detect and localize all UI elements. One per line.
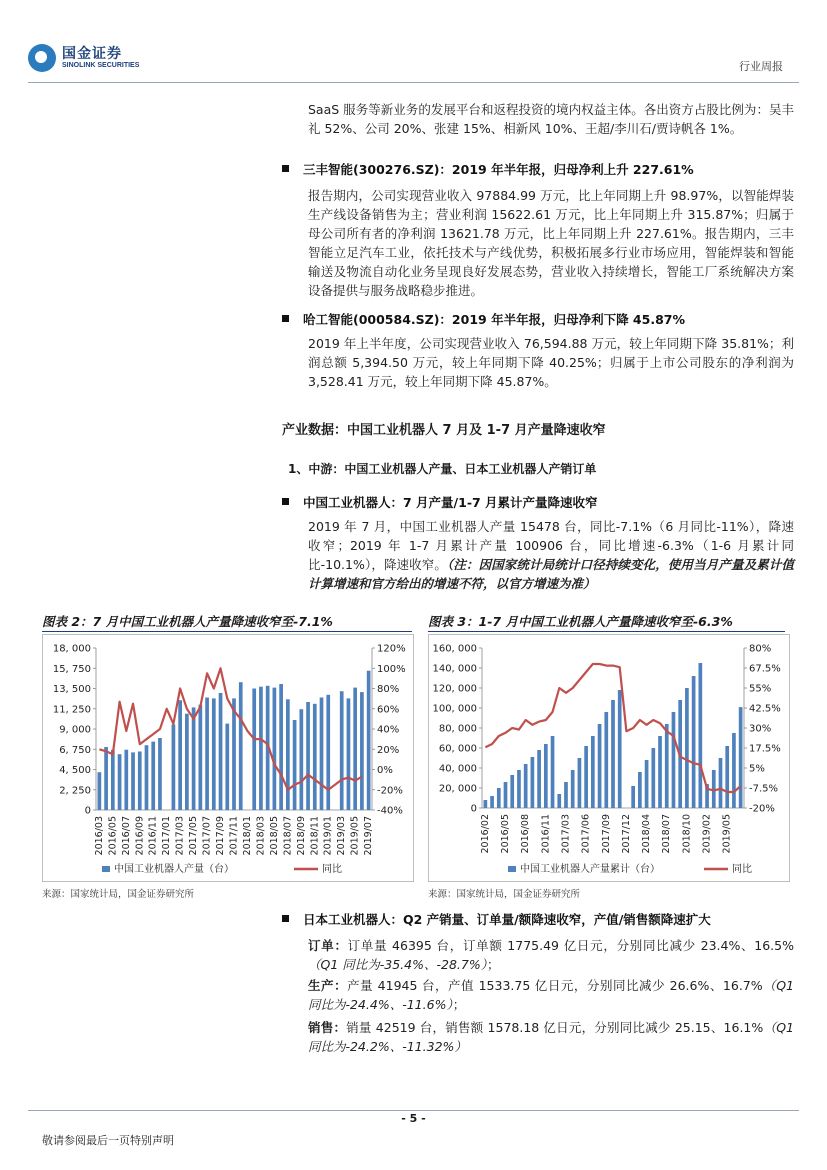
x-tick-label: 2019/01 xyxy=(322,816,334,856)
jp-robot-heading xyxy=(282,910,711,928)
figure2-title: 图表 2：7 月中国工业机器人产量降速收窄至-7.1% xyxy=(42,610,412,632)
x-tick-label: 2016/02 xyxy=(479,814,491,854)
jp-robot-title: 日本工业机器人：Q2 产销量、订单量/额降速收窄，产值/销售额降速扩大 xyxy=(303,912,711,927)
x-tick-label: 2017/03 xyxy=(174,816,186,856)
bar-2018/05 xyxy=(651,748,655,808)
bar-2016/03 xyxy=(98,772,102,810)
left-axis-label: 100, 000 xyxy=(432,703,477,715)
bullet-square-icon xyxy=(282,165,289,172)
bar-2019/07 xyxy=(367,671,371,810)
left-axis-label: 80, 000 xyxy=(438,723,477,735)
right-axis-label: -20% xyxy=(749,803,775,815)
x-tick-label: 2018/07 xyxy=(282,816,294,856)
cn-robot-body xyxy=(308,517,794,593)
bar-2016/08 xyxy=(524,764,528,808)
bar-2016/07 xyxy=(124,750,128,810)
right-axis-label: -20% xyxy=(377,785,403,797)
bar-2017/09 xyxy=(604,712,608,808)
bar-2017/08 xyxy=(598,724,602,808)
bar-2019/04 xyxy=(719,758,723,808)
bar-2016/08 xyxy=(131,752,135,810)
x-tick-label: 2017/11 xyxy=(228,816,240,856)
report-type: 行业周报 xyxy=(739,60,783,73)
footer-divider xyxy=(28,1110,799,1111)
bar-2017/05 xyxy=(192,707,196,810)
bar-2018/05 xyxy=(273,688,277,810)
bar-2017/09 xyxy=(219,693,223,810)
bar-2018/08 xyxy=(293,720,297,810)
left-axis-label: 160, 000 xyxy=(432,643,477,655)
bar-2016/09 xyxy=(138,752,142,811)
bar-2018/11 xyxy=(313,704,317,810)
company1-heading xyxy=(282,160,694,178)
left-axis-label: 120, 000 xyxy=(432,683,477,695)
legend-bar-label: 中国工业机器人产量（台） xyxy=(114,864,234,875)
x-tick-label: 2018/10 xyxy=(681,814,693,854)
left-axis-label: 140, 000 xyxy=(432,663,477,675)
x-tick-label: 2017/12 xyxy=(620,814,632,854)
x-tick-label: 2018/04 xyxy=(641,814,653,854)
bar-2017/08 xyxy=(212,698,216,810)
right-axis-label: 30% xyxy=(749,723,772,735)
left-axis-label: 9, 000 xyxy=(59,724,91,736)
cn-robot-title: 中国工业机器人：7 月产量/1-7 月累计产量降速收窄 xyxy=(303,495,598,510)
page-number: - 5 - xyxy=(401,1112,426,1125)
left-axis-label: 0 xyxy=(84,805,91,817)
jp-orders-end: ； xyxy=(486,957,500,972)
jp-sales-note: （Q1 同比为-24.2%、-11.32%） xyxy=(308,1020,794,1054)
x-tick-label: 2016/07 xyxy=(120,816,132,856)
jp-prod-para xyxy=(308,976,794,1014)
bar-2017/02 xyxy=(557,794,561,808)
bar-2017/03 xyxy=(178,700,182,810)
legend-line-label: 同比 xyxy=(322,864,342,875)
x-tick-label: 2018/09 xyxy=(295,816,307,856)
bar-2016/11 xyxy=(544,744,548,808)
bullet-square-icon xyxy=(282,915,289,922)
bar-2019/07 xyxy=(739,707,743,808)
legend-bar-swatch xyxy=(102,866,110,872)
right-axis-label: -7.5% xyxy=(749,783,779,795)
figure2-source: 来源：国家统计局，国金证券研究所 xyxy=(42,889,195,900)
bar-2018/07 xyxy=(286,699,290,810)
right-axis-label: 67.5% xyxy=(749,663,781,675)
bar-2017/10 xyxy=(225,724,229,810)
left-axis-label: 20, 000 xyxy=(438,783,477,795)
left-axis-label: 6, 750 xyxy=(59,744,91,756)
bar-2018/12 xyxy=(698,663,702,808)
bar-2018/08 xyxy=(672,712,676,808)
x-tick-label: 2017/03 xyxy=(560,814,572,854)
right-axis-label: 17.5% xyxy=(749,743,781,755)
bar-2019/05 xyxy=(353,688,357,810)
left-axis-label: 13, 500 xyxy=(52,684,91,695)
jp-prod-label: 生产： xyxy=(308,978,348,993)
left-axis-label: 11, 250 xyxy=(52,704,91,716)
bar-2017/06 xyxy=(584,746,588,808)
bar-2017/07 xyxy=(591,736,595,808)
bar-2018/03 xyxy=(259,687,263,810)
x-tick-label: 2018/07 xyxy=(661,814,673,854)
bar-2019/03 xyxy=(340,691,344,810)
figure3-title: 图表 3：1-7 月中国工业机器人产量降速收窄至-6.3% xyxy=(428,610,785,632)
jp-sales-label: 销售： xyxy=(308,1020,347,1035)
x-tick-label: 2018/11 xyxy=(309,816,321,856)
bar-2018/12 xyxy=(320,698,324,811)
company-logo xyxy=(28,44,158,78)
x-tick-label: 2019/02 xyxy=(701,814,713,854)
left-axis-label: 40, 000 xyxy=(438,763,477,775)
company2-body: 2019 年上半年度，公司实现营业收入 76,594.88 万元，较上年同期下降 35.81%；利润总额 5,394.50 万元，较上年同期下降 40.25%；归属于上市公司股东的净利润为 3,528.41 万元，较上年同期下降 45.87%。 xyxy=(308,336,794,389)
sub-title: 1、中游：中国工业机器人产量、日本工业机器人产销订单 xyxy=(288,462,597,476)
bar-2016/10 xyxy=(537,750,541,808)
bar-2019/05 xyxy=(725,746,729,808)
x-tick-label: 2016/05 xyxy=(500,814,512,854)
x-tick-label: 2017/09 xyxy=(600,814,612,854)
bar-2018/06 xyxy=(279,684,283,810)
bar-2016/11 xyxy=(151,742,155,810)
right-axis-label: 42.5% xyxy=(749,703,781,715)
x-tick-label: 2016/11 xyxy=(540,814,552,854)
bar-2016/04 xyxy=(497,788,501,808)
bullet-square-icon xyxy=(282,315,289,322)
right-axis-label: 40% xyxy=(377,724,400,736)
x-tick-label: 2018/05 xyxy=(268,816,280,856)
left-axis-label: 0 xyxy=(470,803,477,815)
legend-line-label: 同比 xyxy=(732,864,752,875)
bar-2016/06 xyxy=(118,754,122,810)
left-axis-label: 15, 750 xyxy=(52,663,91,675)
right-axis-label: 55% xyxy=(749,683,772,695)
bar-2016/06 xyxy=(510,775,514,808)
right-axis-label: 60% xyxy=(377,704,400,716)
bar-2016/03 xyxy=(490,796,494,808)
bar-2018/10 xyxy=(306,702,310,810)
right-axis-label: 80% xyxy=(377,684,400,695)
legend-bar-swatch xyxy=(508,866,516,872)
x-tick-label: 2016/03 xyxy=(93,816,105,856)
bar-2017/04 xyxy=(185,714,189,810)
company2-heading xyxy=(282,310,685,328)
bar-2017/10 xyxy=(611,700,615,808)
bar-2019/06 xyxy=(360,692,364,810)
bar-2017/12 xyxy=(239,682,243,810)
bar-2018/09 xyxy=(299,709,303,810)
x-tick-label: 2019/05 xyxy=(349,816,361,856)
bar-2019/06 xyxy=(732,733,736,808)
bar-2017/11 xyxy=(232,698,236,810)
bar-2018/10 xyxy=(685,688,689,808)
x-tick-label: 2017/05 xyxy=(188,816,200,856)
legend-bar-label: 中国工业机器人产量累计（台） xyxy=(520,864,660,875)
left-axis-label: 18, 000 xyxy=(52,643,91,655)
bar-2018/06 xyxy=(658,736,662,808)
right-axis-label: 80% xyxy=(749,643,772,655)
right-axis-label: -40% xyxy=(377,805,403,817)
jp-prod-end: ； xyxy=(452,997,466,1012)
bar-2016/12 xyxy=(551,736,555,808)
company1-title: 三丰智能(300276.SZ)：2019 年半年报，归母净利上升 227.61% xyxy=(303,162,694,177)
cn-robot-text: 2019 年 7 月，中国工业机器人产量 15478 台，同比-7.1%（6 月同比-11%），降速收窄；2019 年 1-7 月累计产量 100906 台，同比增速-6.3%（1-6 月累计同比-10.1%），降速收窄。 xyxy=(308,519,794,572)
x-tick-label: 2017/07 xyxy=(201,816,213,856)
logo-en-text: SINOLINK SECURITIES xyxy=(62,62,140,69)
x-tick-label: 2017/06 xyxy=(580,814,592,854)
intro-paragraph: SaaS 服务等新业务的发展平台和返程投资的境内权益主体。各出资方占股比例为：吴丰礼 52%、公司 20%、张建 15%、相新风 10%、王超/李川石/贾诗帆各 1%。 xyxy=(308,102,794,136)
figure2-chart xyxy=(42,634,414,882)
bar-2018/02 xyxy=(631,786,635,808)
x-tick-label: 2016/11 xyxy=(147,816,159,856)
right-axis-label: 0% xyxy=(377,765,393,776)
bar-2016/02 xyxy=(484,800,488,808)
bar-2017/06 xyxy=(198,705,202,810)
jp-orders-label: 订单： xyxy=(308,938,348,953)
jp-prod-note: （Q1 同比为-24.4%、-11.6%） xyxy=(308,978,794,1012)
jp-sales-text: 销量 42519 台，销售额 1578.18 亿日元，分别同比减少 25.15、16.1% xyxy=(346,1020,764,1035)
bar-2016/10 xyxy=(145,745,149,810)
x-tick-label: 2017/01 xyxy=(161,816,173,856)
bar-2017/03 xyxy=(564,782,568,808)
logo-mark-icon xyxy=(28,44,56,72)
left-axis-label: 2, 250 xyxy=(59,785,91,797)
bar-2019/04 xyxy=(347,698,351,810)
cn-robot-note: （注：因国家统计局统计口径持续变化，使用当月产量及累计值计算增速和官方给出的增速不符，以官方增速为准） xyxy=(308,557,794,591)
cn-robot-heading xyxy=(282,493,598,511)
bar-2016/07 xyxy=(517,770,521,808)
bar-2019/01 xyxy=(326,695,330,810)
section-title: 产业数据：中国工业机器人 7 月及 1-7 月产量降速收窄 xyxy=(282,423,606,438)
x-tick-label: 2019/05 xyxy=(721,814,733,854)
bar-2017/04 xyxy=(571,770,575,808)
bar-2018/07 xyxy=(665,724,669,808)
bar-2018/04 xyxy=(645,760,649,808)
bar-2016/12 xyxy=(158,738,162,810)
bar-2018/11 xyxy=(692,676,696,808)
x-tick-label: 2019/07 xyxy=(363,816,375,856)
right-axis-label: 20% xyxy=(377,744,400,756)
bar-2017/05 xyxy=(578,758,582,808)
x-tick-label: 2019/03 xyxy=(336,816,348,856)
bullet-square-icon xyxy=(282,498,289,505)
logo-cn-text: 国金证券 xyxy=(62,46,122,62)
right-axis-label: 100% xyxy=(377,663,406,675)
figure3-source: 来源：国家统计局，国金证券研究所 xyxy=(428,889,581,900)
jp-prod-text: 产量 41945 台，产值 1533.75 亿日元，分别同比减少 26.6%、16.7% xyxy=(347,978,763,993)
x-tick-label: 2016/09 xyxy=(134,816,146,856)
right-axis-label: 120% xyxy=(377,643,406,655)
right-axis-label: 5% xyxy=(749,763,765,775)
x-tick-label: 2018/03 xyxy=(255,816,267,856)
bar-2016/04 xyxy=(104,747,108,810)
left-axis-label: 60, 000 xyxy=(438,743,477,755)
figure3-chart xyxy=(428,634,790,882)
jp-orders-text: 订单量 46395 台，订单额 1775.49 亿日元，分别同比减少 23.4%、16.5% xyxy=(347,938,794,953)
bar-2017/11 xyxy=(618,690,622,808)
bar-2016/05 xyxy=(504,782,508,808)
bar-2018/02 xyxy=(252,689,256,811)
header-divider xyxy=(28,82,799,83)
bar-2018/03 xyxy=(638,772,642,808)
jp-orders-para xyxy=(308,936,794,974)
left-axis-label: 4, 500 xyxy=(59,765,91,776)
bar-2017/02 xyxy=(172,725,176,811)
x-tick-label: 2017/09 xyxy=(215,816,227,856)
bar-2016/09 xyxy=(531,757,535,808)
jp-orders-note: （Q1 同比为-35.4%、-28.7%） xyxy=(308,957,487,972)
jp-sales-para xyxy=(308,1018,794,1056)
company2-title: 哈工智能(000584.SZ)：2019 年半年报，归母净利下降 45.87% xyxy=(303,312,685,327)
x-tick-label: 2016/08 xyxy=(520,814,532,854)
company1-body: 报告期内，公司实现营业收入 97884.99 万元，比上年同期上升 98.97%，以智能焊装生产线设备销售为主；营业利润 15622.61 万元，比上年同期上升 315.87%；归属于母公司所有者的净利润 13621.78 万元，比上年同期上升 227.61%。报告期内，三丰智能立足汽车工业，依托技术与产线优势，积极拓展多行业市场应用，智能焊装和智能输送及物流自动化业务呈现良好发展态势，营业收入持续增长，智能工厂系统解决方案设备提供与服务战略稳步推进。 xyxy=(308,188,794,298)
x-tick-label: 2018/01 xyxy=(241,816,253,856)
x-tick-label: 2016/05 xyxy=(107,816,119,856)
footer-disclaimer: 敬请参阅最后一页特别声明 xyxy=(42,1134,174,1147)
bar-2016/05 xyxy=(111,750,115,810)
bar-2017/07 xyxy=(205,698,209,811)
page-header xyxy=(0,0,827,82)
